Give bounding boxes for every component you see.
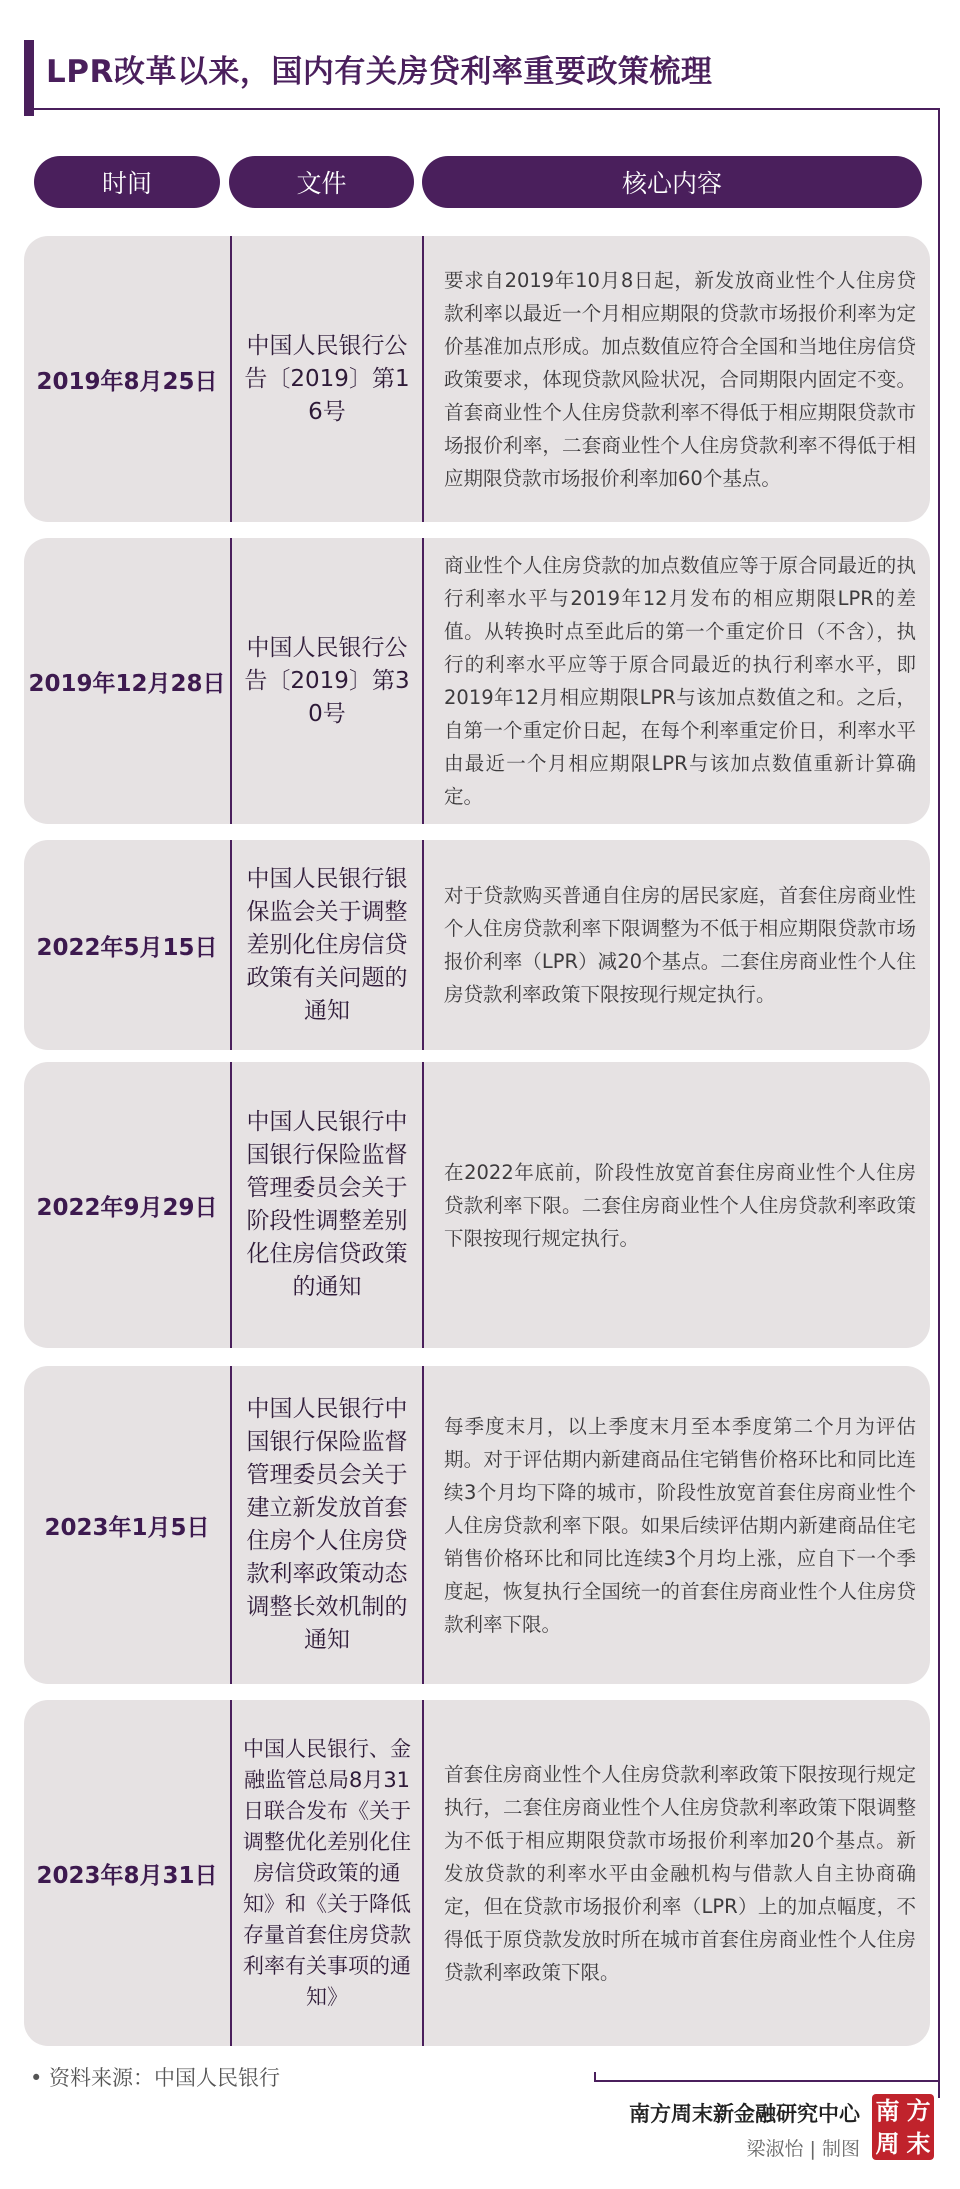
- frame-right-line: [938, 108, 940, 2098]
- row-date: 2019年12月28日: [28, 670, 226, 697]
- data-source-note: • 资料来源：中国人民银行: [30, 2066, 281, 2090]
- row-core-content: 对于贷款购买普通自住房的居民家庭，首套住房商业性个人住房贷款利率下限调整为不低于相应期限贷款市场报价利率（LPR）减20个基点。二套住房商业性个人住房贷款利率政策下限按现行规定执行。: [444, 884, 916, 1006]
- row-document: 中国人民银行中国银行保险监督管理委员会关于阶段性调整差别化住房信贷政策的通知: [246, 1109, 408, 1300]
- row-document: 中国人民银行、金融监管总局8月31日联合发布《关于调整优化差别化住房信贷政策的通知》和《关于降低存量首套住房贷款利率有关事项的通知》: [243, 1736, 411, 2009]
- frame-top-line: [24, 108, 940, 110]
- row-core-content: 首套住房商业性个人住房贷款利率政策下限按现行规定执行，二套住房商业性个人住房贷款利率政策下限调整为不低于相应期限贷款市场报价利率加20个基点。新发放贷款的利率水平由金融机构与借款人自主协商确定，但在贷款市场报价利率（LPR）上的加点幅度，不得低于原贷款发放时所在城市首套住房商业性个人住房贷款利率政策下限。: [444, 1762, 916, 1984]
- credit-author: 梁淑怡 | 制图: [746, 2138, 860, 2160]
- table-row: [24, 1062, 930, 1348]
- seal-char: 南: [875, 2096, 900, 2125]
- seal-char: 方: [906, 2096, 931, 2125]
- row-core-content: 在2022年底前，阶段性放宽首套住房商业性个人住房贷款利率下限。二套住房商业性个人住房贷款利率政策下限按现行规定执行。: [444, 1160, 916, 1250]
- table-row: [24, 1366, 930, 1684]
- row-core-content: 要求自2019年10月8日起，新发放商业性个人住房贷款利率以最近一个月相应期限的贷款市场报价利率为定价基准加点形成。加点数值应符合全国和当地住房信贷政策要求，体现贷款风险状况，合同期限内固定不变。首套商业性个人住房贷款利率不得低于相应期限贷款市场报价利率，二套商业性个人住房贷款利率不得低于相应期限贷款市场报价利率加60个基点。: [444, 268, 916, 490]
- table-row: [24, 236, 930, 522]
- row-core-content: 商业性个人住房贷款的加点数值应等于原合同最近的执行利率水平与2019年12月发布的相应期限LPR的差值。从转换时点至此后的第一个重定价日（不含），执行的利率水平应等于原合同最近的执行利率水平，即2019年12月相应期限LPR与该加点数值之和。之后，自第一个重定价日起，在每个利率重定价日，利率水平由最近一个月相应期限LPR与该加点数值重新计算确定。: [444, 554, 916, 808]
- row-date: 2023年1月5日: [44, 1514, 210, 1541]
- header-core: 核心内容: [422, 156, 922, 208]
- row-date: 2023年8月31日: [36, 1862, 218, 1889]
- row-date: 2022年5月15日: [36, 934, 218, 961]
- credit-organization: 南方周末新金融研究中心: [629, 2102, 860, 2126]
- row-document: 中国人民银行中国银行保险监督管理委员会关于建立新发放首套住房个人住房贷款利率政策动态调整长效机制的通知: [246, 1396, 408, 1653]
- credit-rule: [594, 2080, 940, 2082]
- header-doc: 文件: [229, 156, 414, 208]
- row-document: 中国人民银行公告〔2019〕第16号: [244, 332, 410, 425]
- table-row: [24, 538, 930, 824]
- row-date: 2019年8月25日: [36, 368, 218, 395]
- seal-char: 周: [875, 2129, 900, 2158]
- row-date: 2022年9月29日: [36, 1194, 218, 1221]
- seal-char: 末: [906, 2129, 931, 2158]
- row-core-content: 每季度末月，以上季度末月至本季度第二个月为评估期。对于评估期内新建商品住宅销售价格环比和同比连续3个月均下降的城市，阶段性放宽首套住房商业性个人住房贷款利率下限。如果后续评估期内新建商品住宅销售价格环比和同比连续3个月均上涨，应自下一个季度起，恢复执行全国统一的首套住房商业性个人住房贷款利率下限。: [444, 1414, 916, 1636]
- table-row: [24, 840, 930, 1050]
- page-title: LPR改革以来，国内有关房贷利率重要政策梳理: [46, 54, 713, 90]
- title-accent-bar: [24, 40, 34, 116]
- row-document: 中国人民银行公告〔2019〕第30号: [244, 634, 410, 727]
- publisher-seal-logo: [872, 2094, 934, 2160]
- header-date: 时间: [34, 156, 220, 208]
- table-row: [24, 1700, 930, 2046]
- row-document: 中国人民银行银保监会关于调整差别化住房信贷政策有关问题的通知: [246, 865, 408, 1024]
